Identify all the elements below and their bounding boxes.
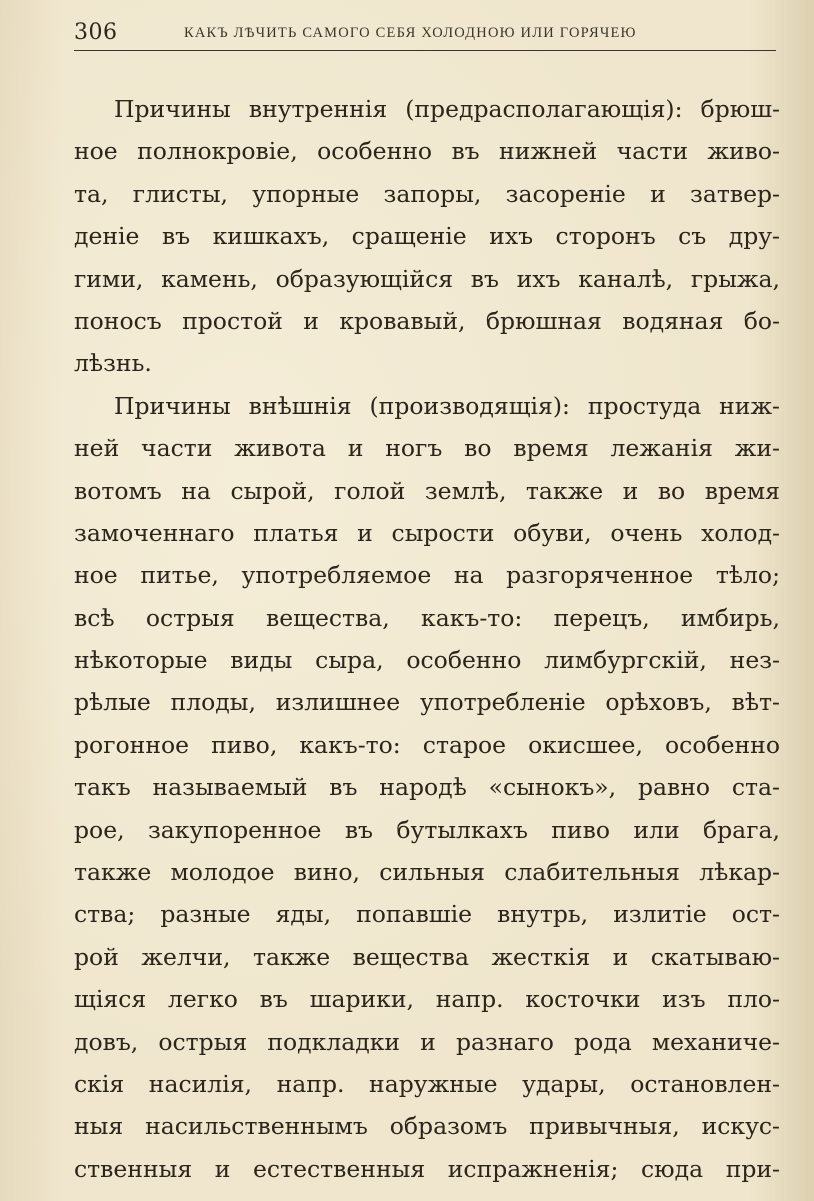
text-line: Причины внутреннія (предрасполагающія): брюш- — [114, 95, 780, 123]
text-line: также молодое вино, сильныя слабительныя лѣкар- — [74, 858, 780, 887]
text-line: деніе въ кишкахъ, сращеніе ихъ сторонъ съ дру- — [74, 222, 780, 251]
text-line: замоченнаго платья и сырости обуви, очень холод- — [74, 518, 780, 547]
text-line: такъ называемый въ народѣ «сынокъ», равно ста- — [74, 773, 780, 802]
text-line: ства; разные яды, попавшіе внутрь, излитіе ост- — [74, 900, 780, 929]
text-line: та, глисты, упорные запоры, засореніе и затвер- — [74, 179, 780, 208]
page-header — [74, 16, 780, 50]
text-line: ней части живота и ногъ во время лежанія жи- — [74, 434, 780, 463]
text-line: ныя насильственнымъ образомъ привычныя, искус- — [74, 1112, 780, 1141]
text-line: всѣ острыя вещества, какъ-то: перецъ, имбирь, — [74, 603, 780, 632]
text-line: ное питье, употребляемое на разгоряченное тѣло; — [74, 561, 780, 590]
body-text — [74, 88, 780, 1190]
text-line: нѣкоторые виды сыра, особенно лимбургскій, нез- — [74, 646, 780, 675]
text-line: скія насилія, напр. наружные удары, остановлен- — [74, 1069, 780, 1098]
text-line: щіяся легко въ шарики, напр. косточки изъ пло- — [74, 985, 780, 1014]
text-line: ственныя и естественныя испражненія; сюда при- — [74, 1154, 780, 1183]
text-line: рое, закупоренное въ бутылкахъ пиво или брага, — [74, 815, 780, 844]
text-line: рѣлые плоды, излишнее употребленіе орѣховъ, вѣт- — [74, 688, 780, 717]
text-line: ное полнокровіе, особенно въ нижней части живо- — [74, 137, 780, 166]
running-head: КАКЪ ЛѢЧИТЬ САМОГО СЕБЯ ХОЛОДНОЮ ИЛИ ГОРЯЧЕЮ — [184, 25, 637, 41]
text-line: гими, камень, образующійся въ ихъ каналѣ, грыжа, — [74, 264, 780, 293]
header-rule — [74, 50, 776, 51]
text-line: лѣзнь. — [74, 349, 152, 378]
text-line: поносъ простой и кровавый, брюшная водяная бо- — [74, 306, 780, 335]
text-line: рой желчи, также вещества жесткія и скатываю- — [74, 942, 780, 971]
text-line: Причины внѣшнія (производящія): простуда ниж- — [114, 391, 780, 420]
text-line: рогонное пиво, какъ-то: старое окисшее, особенно — [74, 730, 780, 759]
text-line: вотомъ на сырой, голой землѣ, также и во время — [74, 476, 780, 505]
page-number: 306 — [74, 20, 118, 45]
text-line: довъ, острыя подкладки и разнаго рода механиче- — [74, 1027, 780, 1056]
